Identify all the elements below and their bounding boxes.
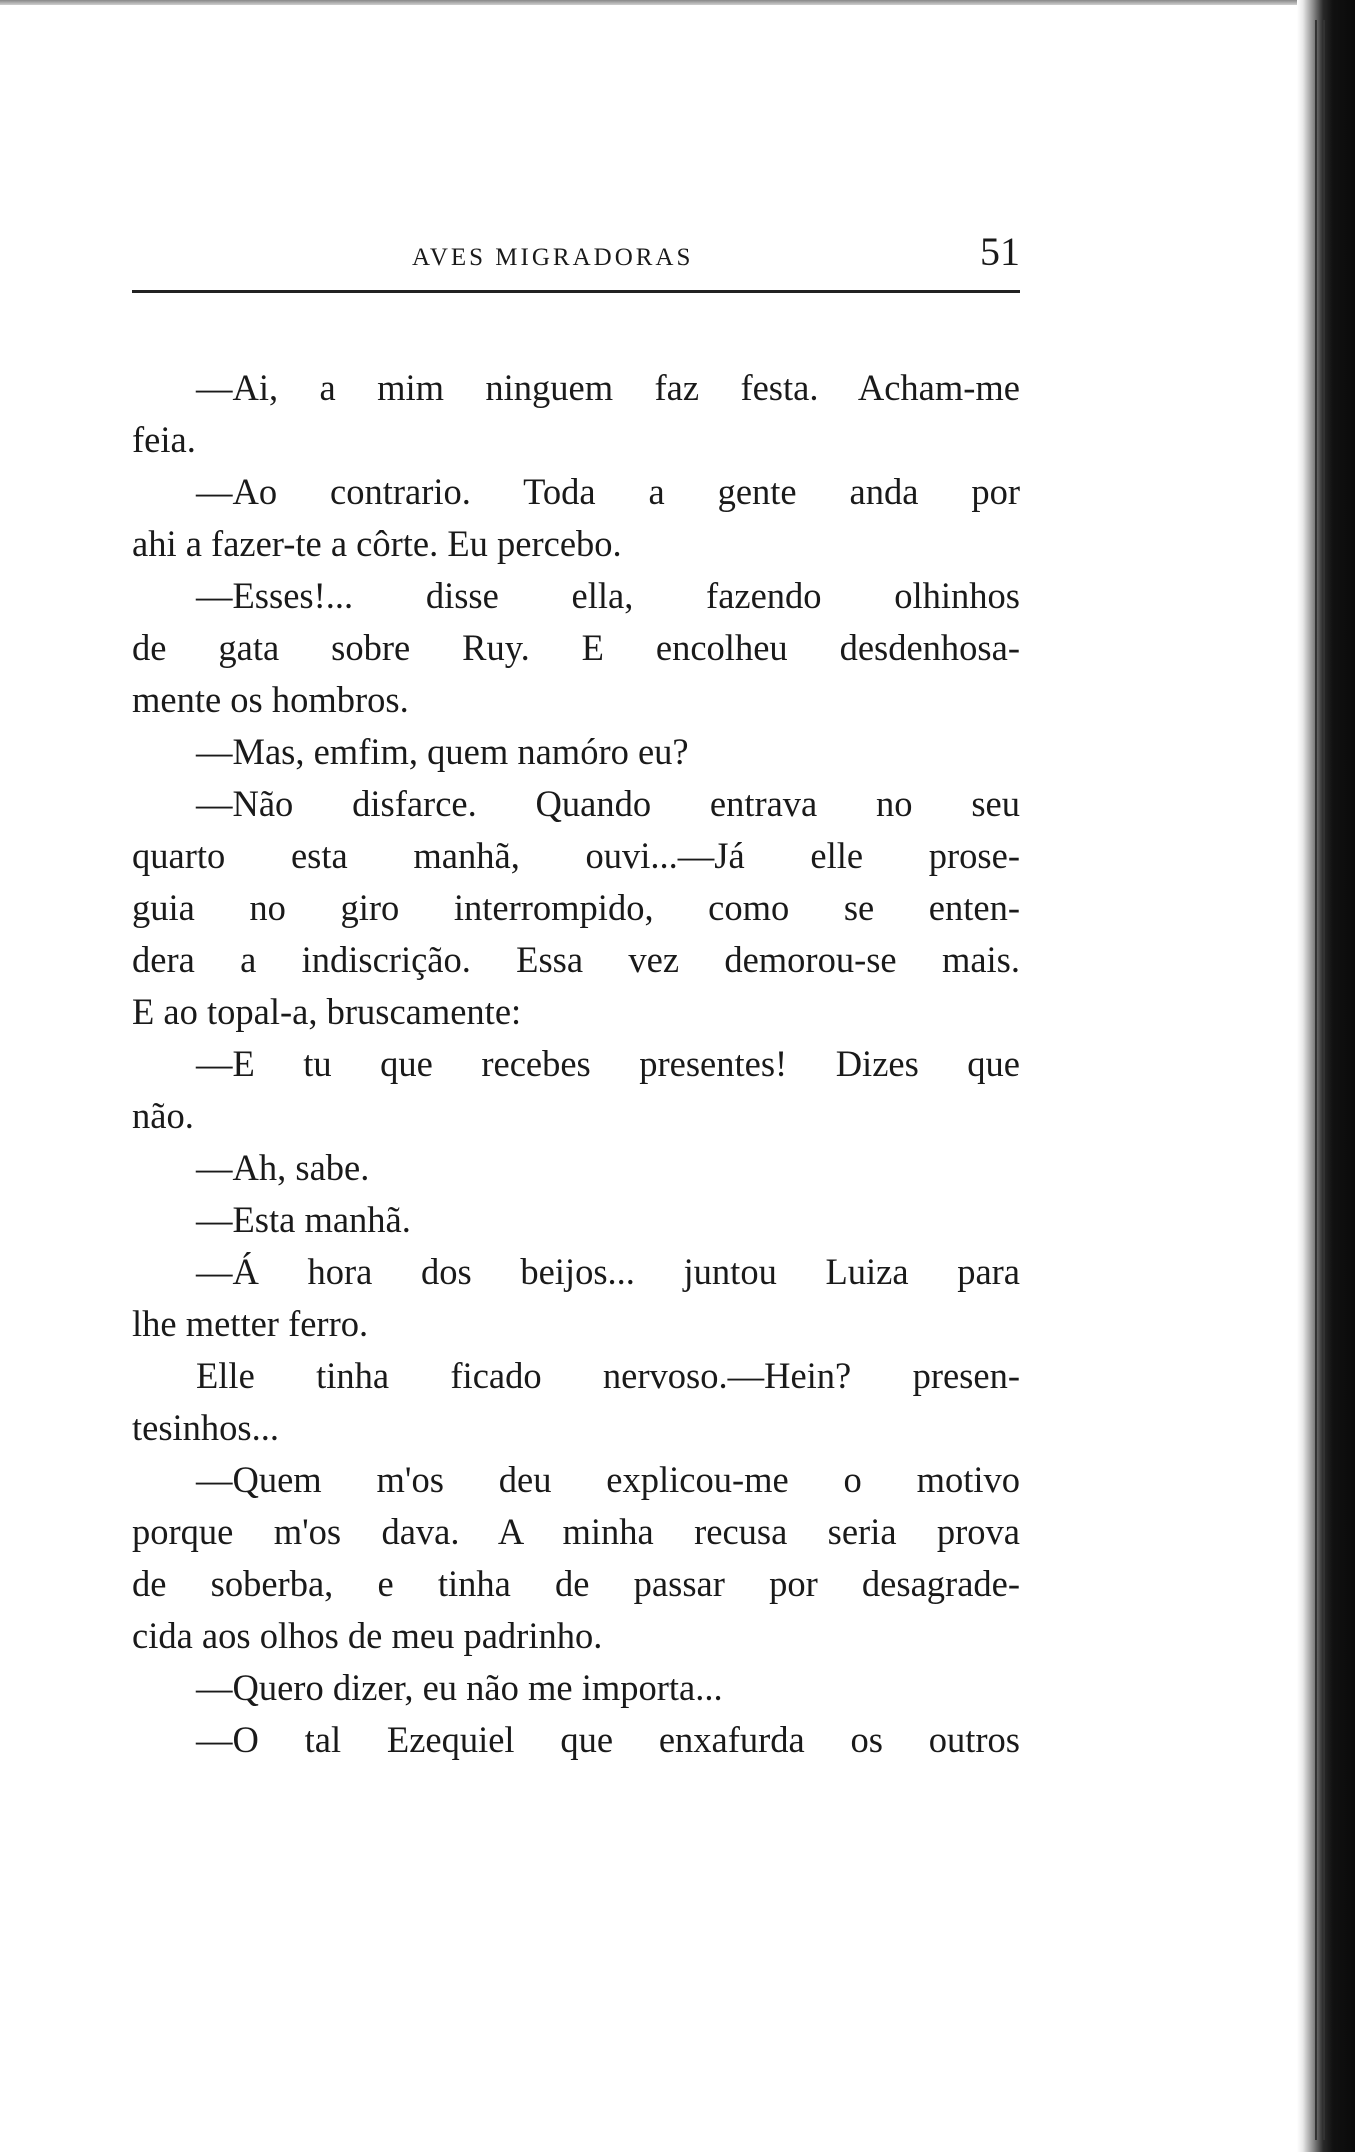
running-header <box>132 222 1020 293</box>
text-line: porque m'os dava. A minha recusa seria prova <box>132 1511 1020 1552</box>
text-line: —Á hora dos beijos... juntou Luiza para <box>196 1251 1020 1292</box>
text-line: dera a indiscrição. Essa vez demorou-se mais. <box>132 939 1020 980</box>
text-line: feia. <box>132 419 196 460</box>
text-line: —E tu que recebes presentes! Dizes que <box>196 1043 1020 1084</box>
text-line: —Esses!... disse ella, fazendo olhinhos <box>196 575 1020 616</box>
text-line: —Quero dizer, eu não me importa... <box>196 1667 723 1708</box>
binding-line <box>1315 20 1317 2140</box>
text-line: mente os hombros. <box>132 679 409 720</box>
text-line: —Ai, a mim ninguem faz festa. Acham-me <box>196 367 1020 408</box>
page-number: 51 <box>980 229 1020 274</box>
text-line: cida aos olhos de meu padrinho. <box>132 1615 603 1656</box>
text-line: guia no giro interrompido, como se enten- <box>132 887 1020 928</box>
page-top-edge <box>0 0 1310 5</box>
page-body-text <box>132 362 1020 1766</box>
text-line: —Ah, sabe. <box>196 1147 370 1188</box>
text-line: —Não disfarce. Quando entrava no seu <box>196 783 1020 824</box>
text-line: de gata sobre Ruy. E encolheu desdenhosa- <box>132 627 1020 668</box>
text-line: de soberba, e tinha de passar por desagrade- <box>132 1563 1020 1604</box>
text-line: tesinhos... <box>132 1407 280 1448</box>
text-line: quarto esta manhã, ouvi...—Já elle prose- <box>132 835 1020 876</box>
book-binding-edge <box>1297 0 1355 2152</box>
text-line: Elle tinha ficado nervoso.—Hein? presen- <box>196 1355 1020 1396</box>
text-line: —Mas, emfim, quem namóro eu? <box>196 731 689 772</box>
text-line: —O tal Ezequiel que enxafurda os outros <box>196 1719 1020 1760</box>
text-line: E ao topal-a, bruscamente: <box>132 991 522 1032</box>
text-line: —Esta manhã. <box>196 1199 411 1240</box>
text-line: ahi a fazer-te a côrte. Eu percebo. <box>132 523 622 564</box>
text-line: —Ao contrario. Toda a gente anda por <box>196 471 1020 512</box>
text-line: lhe metter ferro. <box>132 1303 369 1344</box>
text-line: não. <box>132 1095 194 1136</box>
text-line: —Quem m'os deu explicou-me o motivo <box>196 1459 1020 1500</box>
binding-line <box>1323 20 1325 2140</box>
running-title: AVES MIGRADORAS <box>412 244 694 271</box>
